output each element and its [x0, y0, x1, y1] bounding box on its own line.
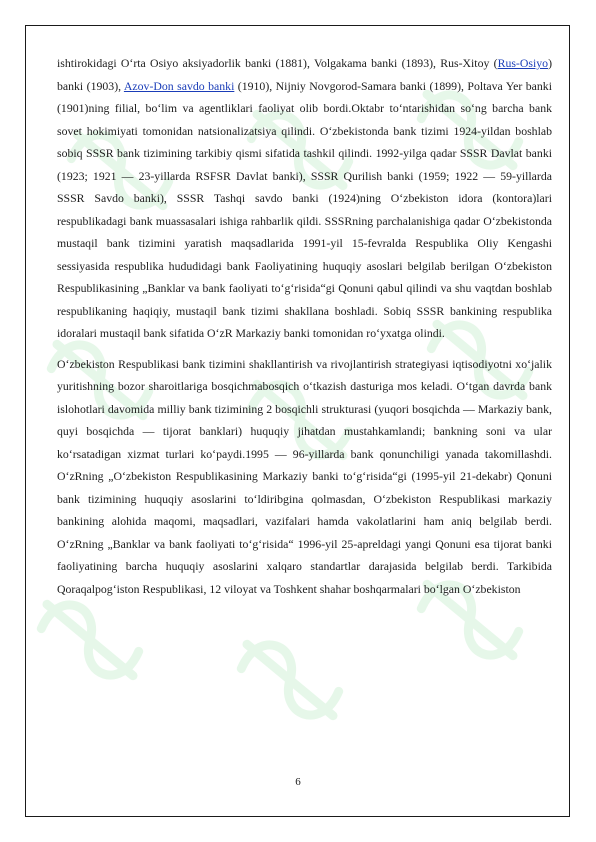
link-azov-don-savdo-banki[interactable]: Azov-Don savdo banki	[123, 78, 235, 93]
link-rus-osiyo[interactable]: Rus-Osiyo	[497, 56, 549, 70]
paragraph-1	[57, 52, 552, 345]
paragraph-1-text-a: ishtirokidagi O‘rta Osiyo aksiyadorlik banki (1881), Volgakama banki (1893), Rus-Xitoy (	[57, 56, 498, 70]
paragraph-1-text-c: (1910), Nijniy Novgorod-Samara banki (1899), Poltava Yer banki (1901)ning filial, bo‘lim va agentliklari faoliyat olib bordi.Oktabr to‘ntarishidan so‘ng barcha bank sovet hokimiyati tomonidan natsionalizatsiya qilindi. O‘zbekistonda bank tizimi 1924-yildan boshlab sobiq SSSR bank tizimining tarkibiy qismi sifatida tashkil qilindi. 1992-yilga qadar SSSR Davlat banki (1923; 1921 — 23-yillarda RSFSR Davlat banki), SSSR Qurilish banki (1959; 1922 — 59-yillarda SSSR Savdo banki), SSSR Tashqi savdo banki (1924)ning O‘zbekiston idora (kontora)lari respublikadagi bank muassasalari ishiga rahbarlik qildi. SSSRning parchalanishiga qadar O‘zbekistonda mustaqil bank tizimini yaratish maqsadlarida 1991-yil 15-fevralda Respublika Oliy Kengashi sessiyasida respublika hududidagi bank Faoliyatining huquqiy asoslari belgilab berilgan O‘zbekiston Respublikasining „Banklar va bank faoliyati to‘g‘risida“gi Qonuni qabul qilindi va shu vaqtdan boshlab respublikaning haqiqiy, mustaqil bank tizimi shakllana boshladi. Sobiq SSSR bankining respublika idoralari mustaqil bank sifatida O‘zR Markaziy banki tomonidan ro‘yxatga olindi.	[57, 78, 552, 340]
page-content	[57, 52, 552, 608]
paragraph-2: O‘zbekiston Respublikasi bank tizimini shakllantirish va rivojlantirish strategiyasi iqtisodiyotni xo‘jalik yuritishning bozor sharoitlariga bosqichmabosqich o‘tkazish dasturiga mos keladi. O‘tgan davrda bank islohotlari davomida milliy bank tizimining 2 bosqichli strukturasi (yuqori bosqichda — Markaziy bank, quyi bosqichda — tijorat banklari) huquqiy jihatdan mustahkamlandi; bankning soni va ular ko‘rsatadigan xizmat turlari ko‘paydi.1995 — 96-yillarda bank qonunchiligi yanada takomillashdi. O‘zRning „O‘zbekiston Respublikasining Markaziy banki to‘g‘risida“gi (1995-yil 21-dekabr) Qonuni bank tizimining huquqiy asoslarini to‘ldiribgina qolmasdan, O‘zbekiston Respublikasi markaziy bankining alohida maqomi, maqsadlari, vazifalari hamda vakolatlarini ham aniq belgilab berdi. O‘zRning „Banklar va bank faoliyati to‘g‘risida“ 1996-yil 25-apreldagi yangi Qonuni esa tijorat banki faoliyatining barcha huquqiy asoslarini xalqaro standartlar darajasida belgilab berdi. Tarkibida Qoraqalpog‘iston Respublikasi, 12 viloyat va Toshkent shahar boshqarmalari bo‘lgan O‘zbekiston	[57, 356, 552, 596]
page-number: 6	[295, 776, 301, 788]
paragraph-1-text-b: ) banki (1903),	[57, 56, 552, 93]
